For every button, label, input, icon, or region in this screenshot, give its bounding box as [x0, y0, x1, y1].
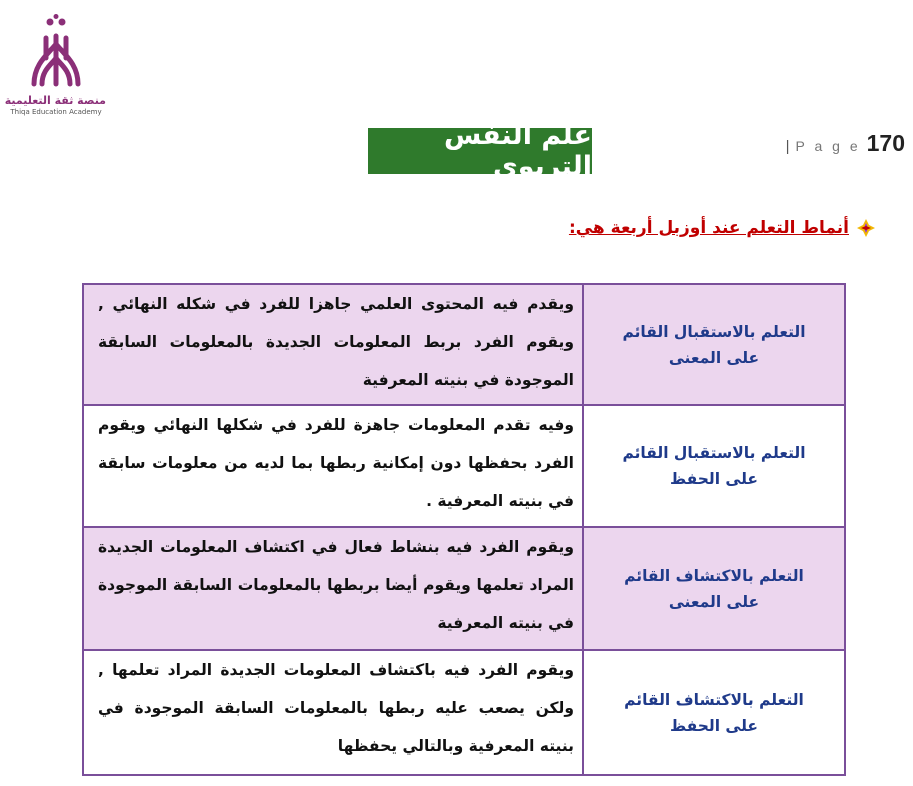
- learning-type-cell: التعلم بالاستقبال القائم على المعنى: [584, 285, 844, 404]
- diamond-bullet-icon: [857, 219, 875, 237]
- learning-types-table: [82, 283, 846, 776]
- description-cell: ويقوم الفرد فيه بنشاط فعال في اكتشاف المعلومات الجديدة المراد تعلمها ويقوم أيضا بربطها بالمعلومات السابقة الموجودة في بنيته المعرفية: [84, 528, 584, 649]
- description-cell: وفيه تقدم المعلومات جاهزة للفرد في شكلها النهائي ويقوم الفرد بحفظها دون إمكانية ربطها بما لديه من معلومات سابقة في بنيته المعرفية .: [84, 406, 584, 526]
- document-title: علم النفس التربوي: [368, 128, 592, 174]
- learning-type-cell: التعلم بالاكتشاف القائم على الحفظ: [624, 690, 804, 735]
- table-row: [84, 526, 844, 649]
- page-number: 170: [866, 130, 905, 156]
- logo-english-name: Thiqa Education Academy: [10, 108, 102, 116]
- table-row: [84, 404, 844, 526]
- table-row: [84, 649, 844, 774]
- section-heading: [569, 218, 875, 238]
- page-separator: |: [785, 138, 790, 155]
- logo-arabic-name: منصة ثقة التعليمية: [4, 94, 106, 107]
- learning-type-cell: التعلم بالاستقبال القائم على الحفظ: [622, 444, 806, 488]
- academy-logo: [6, 14, 106, 114]
- description-cell: ويقدم فيه المحتوى العلمي جاهزا للفرد في شكله النهائي , ويقوم الفرد بربط المعلومات الجديدة بالمعلومات السابقة الموجودة في بنيته المعرفية: [84, 285, 584, 404]
- description-cell: ويقوم الفرد فيه باكتشاف المعلومات الجديدة المراد تعلمها , ولكن يصعب عليه ربطها بالمعلومات السابقة الموجودة في بنيته المعرفية وبالتالي يحفظها: [84, 651, 584, 774]
- logo-emblem-icon: [24, 14, 88, 90]
- page-label: P a g e: [795, 138, 861, 154]
- section-heading-text: أنماط التعلم عند أوزبل أربعة هي:: [568, 218, 849, 238]
- learning-type-cell: التعلم بالاكتشاف القائم على المعنى: [584, 528, 844, 649]
- table-row: [84, 285, 844, 404]
- page-number-indicator: [786, 130, 905, 164]
